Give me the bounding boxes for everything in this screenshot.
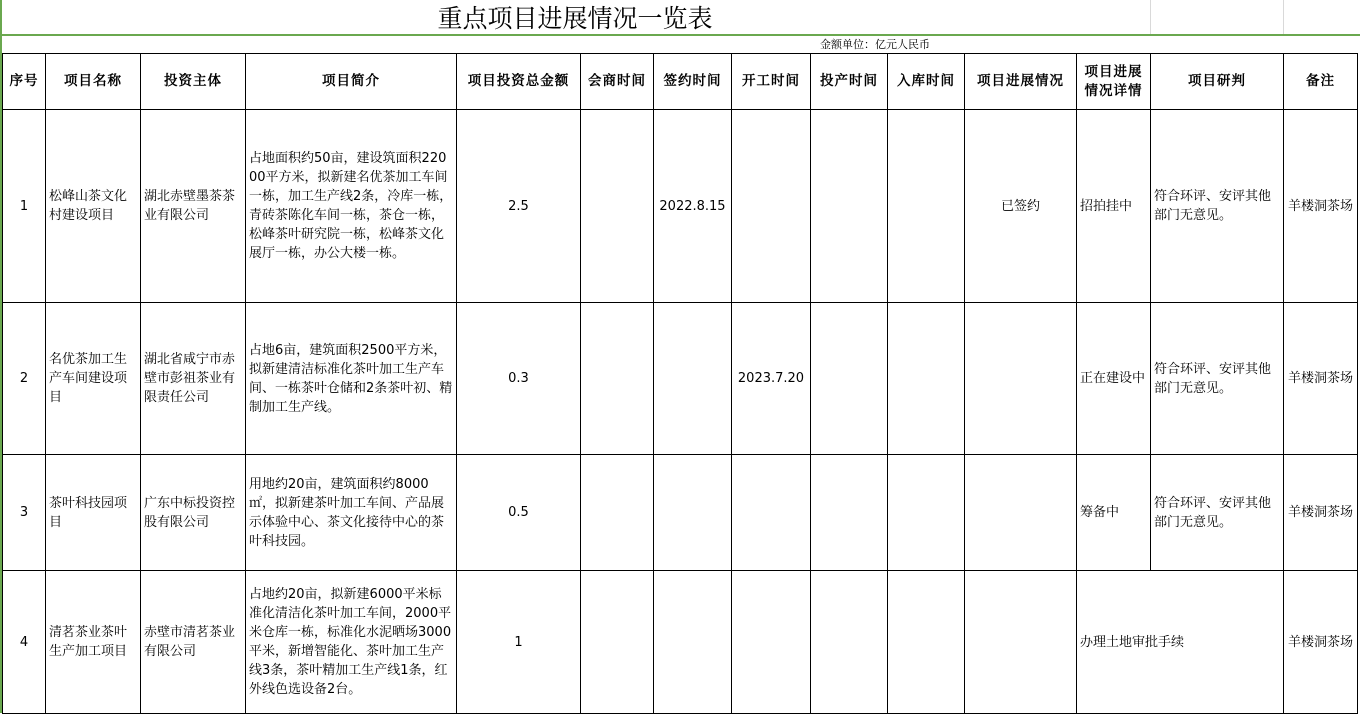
cell-judge[interactable]: 符合环评、安评其他部门无意见。 — [1151, 110, 1284, 303]
cell-progress[interactable]: 已签约 — [965, 110, 1077, 303]
cell-amount[interactable]: 0.3 — [457, 303, 581, 455]
cell-sign[interactable] — [654, 571, 732, 714]
header-cell[interactable]: 入库时间 — [888, 54, 965, 110]
gridline — [1150, 0, 1151, 36]
cell-amount[interactable]: 1 — [457, 571, 581, 714]
cell-start[interactable] — [732, 455, 811, 571]
table-row — [3, 303, 1358, 455]
cell-investor[interactable]: 广东中标投资控股有限公司 — [141, 455, 246, 571]
cell-amount[interactable]: 2.5 — [457, 110, 581, 303]
cell-no[interactable]: 1 — [3, 110, 46, 303]
cell-consult[interactable] — [581, 110, 654, 303]
cell-remark[interactable]: 羊楼洞茶场 — [1284, 110, 1358, 303]
header-cell[interactable]: 项目进展情况详情 — [1077, 54, 1151, 110]
table-row — [3, 455, 1358, 571]
cell-name[interactable]: 松峰山茶文化村建设项目 — [46, 110, 141, 303]
header-row — [3, 54, 1358, 110]
cell-no[interactable]: 2 — [3, 303, 46, 455]
header-cell[interactable]: 项目投资总金额 — [457, 54, 581, 110]
cell-investor[interactable]: 赤壁市清茗茶业有限公司 — [141, 571, 246, 714]
selection-border — [0, 34, 1360, 36]
header-cell[interactable]: 会商时间 — [581, 54, 654, 110]
gridline — [1283, 0, 1284, 36]
cell-intro[interactable]: 占地6亩，建筑面积2500平方米，拟新建清洁标准化茶叶加工生产车间、一栋茶叶仓储和2条茶叶初、精制加工生产线。 — [246, 303, 457, 455]
cell-progress[interactable] — [965, 303, 1077, 455]
cell-no[interactable]: 4 — [3, 571, 46, 714]
cell-consult[interactable] — [581, 455, 654, 571]
cell-intro[interactable]: 用地约20亩，建筑面积约8000㎡，拟新建茶叶加工车间、产品展示体验中心、茶文化接待中心的茶叶科技园。 — [246, 455, 457, 571]
cell-judge[interactable]: 符合环评、安评其他部门无意见。 — [1151, 455, 1284, 571]
header-cell[interactable]: 项目简介 — [246, 54, 457, 110]
header-cell[interactable]: 项目名称 — [46, 54, 141, 110]
cell-remark[interactable]: 羊楼洞茶场 — [1284, 455, 1358, 571]
cell-no[interactable]: 3 — [3, 455, 46, 571]
cell-detail[interactable]: 招拍挂中 — [1077, 110, 1151, 303]
cell-name[interactable]: 茶叶科技园项目 — [46, 455, 141, 571]
cell-judge[interactable]: 符合环评、安评其他部门无意见。 — [1151, 303, 1284, 455]
header-cell[interactable]: 签约时间 — [654, 54, 732, 110]
cell-produce[interactable] — [811, 110, 888, 303]
cell-sign[interactable] — [654, 303, 732, 455]
cell-intro[interactable]: 占地面积约50亩，建设筑面积22000平方米，拟新建名优茶加工车间一栋，加工生产线2条，冷库一栋，青砖茶陈化车间一栋，茶仓一栋，松峰茶叶研究院一栋，松峰茶文化展厅一栋，办公大楼一栋。 — [246, 110, 457, 303]
cell-produce[interactable] — [811, 303, 888, 455]
cell-progress[interactable] — [965, 455, 1077, 571]
header-cell[interactable]: 序号 — [3, 54, 46, 110]
header-cell[interactable]: 备注 — [1284, 54, 1358, 110]
cell-investor[interactable]: 湖北省咸宁市赤壁市彭祖茶业有限责任公司 — [141, 303, 246, 455]
header-cell[interactable]: 投产时间 — [811, 54, 888, 110]
header-cell[interactable]: 投资主体 — [141, 54, 246, 110]
cell-name[interactable]: 名优茶加工生产车间建设项目 — [46, 303, 141, 455]
cell-sign[interactable]: 2022.8.15 — [654, 110, 732, 303]
cell-name[interactable]: 清茗茶业茶叶生产加工项目 — [46, 571, 141, 714]
cell-detail[interactable]: 正在建设中 — [1077, 303, 1151, 455]
cell-produce[interactable] — [811, 455, 888, 571]
cell-investor[interactable]: 湖北赤壁墨茶茶业有限公司 — [141, 110, 246, 303]
cell-storage[interactable] — [888, 110, 965, 303]
header-cell[interactable]: 开工时间 — [732, 54, 811, 110]
table-row — [3, 571, 1358, 714]
cell-remark[interactable]: 羊楼洞茶场 — [1284, 303, 1358, 455]
header-cell[interactable]: 项目研判 — [1151, 54, 1284, 110]
cell-detail[interactable]: 筹备中 — [1077, 455, 1151, 571]
cell-storage[interactable] — [888, 303, 965, 455]
amount-unit-note: 金额单位：亿元人民币 — [820, 38, 930, 51]
cell-start[interactable] — [732, 571, 811, 714]
cell-storage[interactable] — [888, 571, 965, 714]
cell-storage[interactable] — [888, 455, 965, 571]
cell-detail-merged[interactable]: 办理土地审批手续 — [1077, 571, 1284, 714]
cell-progress[interactable] — [965, 571, 1077, 714]
sheet-title: 重点项目进展情况一览表 — [437, 4, 713, 33]
cell-consult[interactable] — [581, 303, 654, 455]
cell-amount[interactable]: 0.5 — [457, 455, 581, 571]
table-row — [3, 110, 1358, 303]
cell-start[interactable] — [732, 110, 811, 303]
projects-table — [2, 53, 1358, 714]
cell-start[interactable]: 2023.7.20 — [732, 303, 811, 455]
cell-remark[interactable]: 羊楼洞茶场 — [1284, 571, 1358, 714]
header-cell[interactable]: 项目进展情况 — [965, 54, 1077, 110]
cell-intro[interactable]: 占地约20亩，拟新建6000平米标准化清洁化茶叶加工车间，2000平米仓库一栋，标准化水泥晒场3000平米，新增智能化、茶叶加工生产线3条，茶叶精加工生产线1条，红外线色选设备2台。 — [246, 571, 457, 714]
cell-sign[interactable] — [654, 455, 732, 571]
cell-consult[interactable] — [581, 571, 654, 714]
cell-produce[interactable] — [811, 571, 888, 714]
